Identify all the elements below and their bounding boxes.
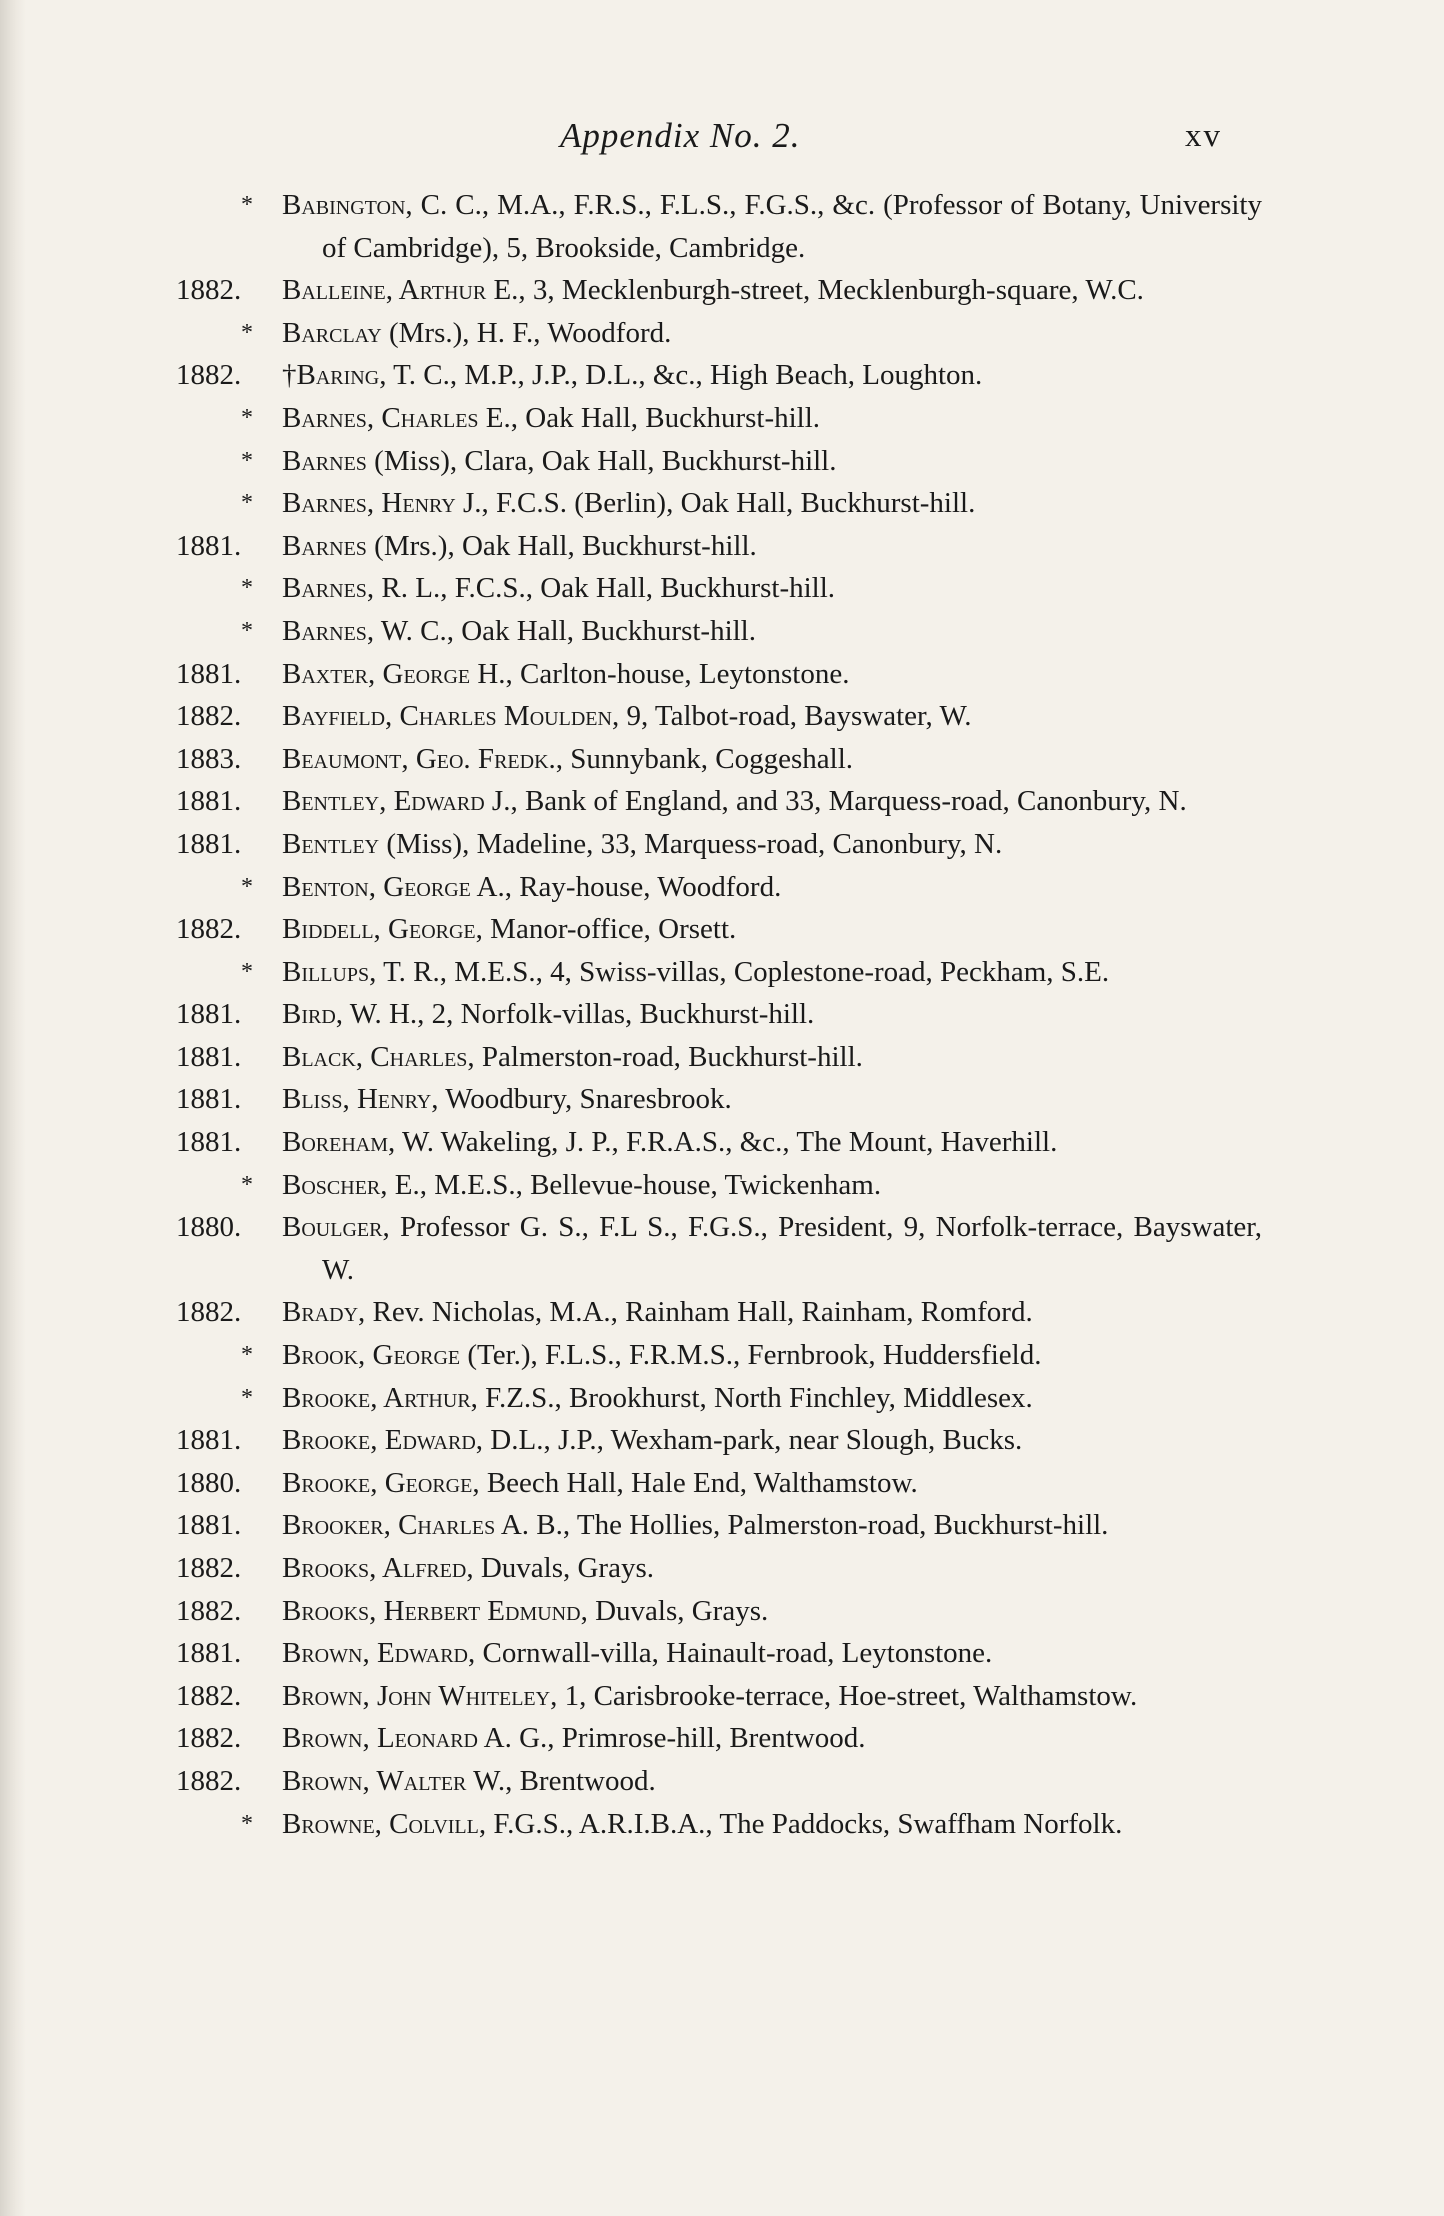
entry-name: Brown, Leonard [282, 1722, 478, 1755]
entry-details: E., 3, Mecklenburgh-street, Mecklenburgh-square, W.C. [486, 274, 1144, 307]
entry-details: , W. Wakeling, J. P., F.R.A.S., &c., The Mount, Haverhill. [388, 1126, 1058, 1159]
entry-name: Billups [282, 955, 370, 988]
entry-details: , 1, Carisbrooke-terrace, Hoe-street, Walthamstow. [550, 1679, 1138, 1712]
list-item [0, 1675, 1444, 1718]
entry-details: , Cornwall-villa, Hainault-road, Leytonstone. [468, 1637, 993, 1670]
entry-year: 1882. [176, 274, 242, 307]
list-item [0, 269, 1444, 312]
entry-text [282, 184, 1262, 269]
list-item [0, 482, 1444, 525]
entry-details: , R. L., F.C.S., Oak Hall, Buckhurst-hill. [366, 572, 836, 605]
entry-year: 1882. [176, 1764, 242, 1797]
entry-text [282, 567, 1262, 610]
entry-details: J., F.C.S. (Berlin), Oak Hall, Buckhurst-hill. [455, 487, 976, 520]
entry-text [282, 312, 1262, 355]
entry-details: , Woodbury, Snaresbrook. [431, 1083, 732, 1116]
entry-details: , T. C., M.P., J.P., D.L., &c., High Beach, Loughton. [379, 359, 983, 392]
entry-year: 1882. [176, 1296, 242, 1329]
entry-marker: * [241, 873, 253, 900]
entry-name: Barnes [282, 444, 367, 477]
entry-text [282, 993, 1262, 1036]
list-item [0, 951, 1444, 994]
entry-details: , F.Z.S., Brookhurst, North Finchley, Middlesex. [470, 1381, 1033, 1414]
entry-year: 1882. [176, 359, 242, 392]
list-item [0, 695, 1444, 738]
list-item [0, 1377, 1444, 1420]
entry-details: , C. C., M.A., F.R.S., F.L.S., F.G.S., &c. (Professor of Botany, University of Cambridge), 5, Brookside, Cambridge. [322, 189, 1262, 264]
entry-text [282, 695, 1262, 738]
list-item [0, 1291, 1444, 1334]
entry-year: 1883. [176, 742, 242, 775]
entry-marker: * [241, 958, 253, 985]
entry-marker: * [241, 447, 253, 474]
entry-text [282, 610, 1262, 653]
entry-details: , F.G.S., A.R.I.B.A., The Paddocks, Swaffham Norfolk. [478, 1807, 1123, 1840]
list-item [0, 1164, 1444, 1207]
entry-marker: * [241, 617, 253, 644]
entry-name: Bentley, Edward [282, 785, 485, 818]
entry-year: 1881. [176, 1040, 242, 1073]
entry-year: 1882. [176, 700, 242, 733]
entry-marker: * [241, 319, 253, 346]
entry-details: , Duvals, Grays. [466, 1552, 654, 1584]
entry-year: 1881. [176, 1083, 242, 1116]
entry-marker: * [241, 490, 253, 517]
entry-marker: * [241, 192, 253, 218]
list-item [0, 1462, 1444, 1505]
entry-text [282, 525, 1262, 568]
entry-text [282, 1036, 1262, 1079]
entry-year: 1881. [176, 1126, 242, 1159]
entry-name: Babington [282, 189, 406, 221]
entry-year: 1882. [176, 1552, 242, 1584]
entry-name: Brady [282, 1296, 359, 1329]
list-item [0, 866, 1444, 909]
header-title: Appendix No. 2. [560, 116, 801, 155]
entry-year: 1881. [176, 827, 242, 860]
entry-text [282, 653, 1262, 696]
list-item [0, 1760, 1444, 1803]
entry-name: Beaumont, Geo. Fredk. [282, 742, 556, 775]
entry-name: Bentley [282, 827, 380, 860]
entry-details: , Beech Hall, Hale End, Walthamstow. [472, 1466, 918, 1499]
entry-name: Brooks, Herbert Edmund [282, 1594, 581, 1627]
entry-details: , W. C., Oak Hall, Buckhurst-hill. [366, 614, 756, 647]
entry-text [282, 1504, 1262, 1547]
entry-name: Balleine, Arthur [282, 274, 487, 307]
entry-name: Benton, George [282, 870, 471, 903]
entry-text [282, 1590, 1262, 1633]
entry-text [282, 1334, 1262, 1377]
entry-year: 1882. [176, 1722, 242, 1755]
entry-text [282, 1803, 1262, 1846]
list-item [0, 1419, 1444, 1462]
list-item [0, 1547, 1444, 1590]
entry-name: Barnes [282, 529, 367, 562]
entry-text [282, 482, 1262, 525]
entry-details: (Miss), Clara, Oak Hall, Buckhurst-hill. [366, 444, 837, 477]
entry-name: Barnes, Charles [282, 401, 479, 434]
entry-text [282, 1121, 1262, 1164]
entry-name: Barnes [282, 572, 367, 605]
entry-text [282, 1547, 1262, 1590]
entry-text [282, 1760, 1262, 1803]
list-item [0, 823, 1444, 866]
entry-details: H., Carlton-house, Leytonstone. [470, 657, 850, 690]
entry-details: A. G., Primrose-hill, Brentwood. [478, 1722, 866, 1755]
entry-name: Black, Charles [282, 1040, 468, 1073]
entry-name: Brooker, Charles [282, 1509, 496, 1542]
entry-name: Boscher [282, 1168, 381, 1201]
list-item [0, 312, 1444, 355]
entry-name: Brooke, Edward [282, 1424, 476, 1457]
entry-year: 1882. [176, 1594, 242, 1627]
entry-details: , W. H., 2, Norfolk-villas, Buckhurst-hill. [335, 998, 815, 1031]
entry-year: 1882. [176, 1679, 242, 1712]
entry-marker: * [241, 1384, 253, 1411]
entry-details: (Mrs.), H. F., Woodford. [381, 316, 672, 349]
list-item [0, 908, 1444, 951]
entry-name: Brooks, Alfred [282, 1552, 467, 1584]
entry-name: Bird [282, 998, 336, 1031]
entry-text [282, 1717, 1262, 1760]
entry-year: 1881. [176, 785, 242, 818]
entry-name: Barclay [282, 316, 382, 349]
entry-details: (Miss), Madeline, 33, Marquess-road, Canonbury, N. [379, 827, 1003, 860]
entry-name: Bayfield, Charles Moulden [282, 700, 612, 733]
list-item [0, 1121, 1444, 1164]
entry-marker: * [241, 575, 253, 602]
entry-text [282, 440, 1262, 483]
list-item [0, 738, 1444, 781]
entry-name: Barnes [282, 614, 367, 647]
entry-year: 1881. [176, 998, 242, 1031]
list-item [0, 1717, 1444, 1760]
entry-year: 1881. [176, 529, 242, 562]
entry-details: , 9, Talbot-road, Bayswater, W. [611, 700, 972, 733]
list-item [0, 1590, 1444, 1633]
entry-details: A. B., The Hollies, Palmerston-road, Buckhurst-hill. [495, 1509, 1109, 1542]
entry-text [282, 951, 1262, 994]
entry-details: , Palmerston-road, Buckhurst-hill. [467, 1040, 863, 1073]
entry-details: , T. R., M.E.S., 4, Swiss-villas, Coplestone-road, Peckham, S.E. [369, 955, 1110, 988]
entry-name: Brooke, George [282, 1466, 473, 1499]
entry-text [282, 397, 1262, 440]
entry-text [282, 866, 1262, 909]
entry-details: W., Brentwood. [466, 1764, 656, 1797]
entry-name: Browne, Colvill [282, 1807, 479, 1840]
list-item [0, 780, 1444, 823]
entry-name: Boulger [282, 1211, 383, 1244]
entry-text [282, 1377, 1262, 1420]
entry-text [282, 354, 1262, 397]
list-item [0, 567, 1444, 610]
list-item [0, 1504, 1444, 1547]
entry-text [282, 1419, 1262, 1462]
entry-marker: * [241, 1171, 253, 1198]
list-item [0, 1036, 1444, 1079]
entry-details: , E., M.E.S., Bellevue-house, Twickenham. [380, 1168, 882, 1201]
list-item [0, 610, 1444, 653]
list-item [0, 993, 1444, 1036]
list-item [0, 525, 1444, 568]
entry-name: Bliss, Henry [282, 1083, 432, 1116]
list-item [0, 1803, 1444, 1846]
entry-marker: * [241, 1342, 253, 1369]
entry-year: 1880. [176, 1466, 242, 1499]
list-item [0, 653, 1444, 696]
list-item [0, 1632, 1444, 1675]
entry-text [282, 823, 1262, 866]
entry-name: Biddell, George [282, 913, 476, 946]
entry-year: 1881. [176, 1509, 242, 1542]
entry-name: Baxter, George [282, 657, 471, 690]
entry-text [282, 1462, 1262, 1505]
list-item [0, 184, 1444, 269]
entry-details: (Mrs.), Oak Hall, Buckhurst-hill. [366, 529, 757, 562]
entry-name: Brook, George [282, 1339, 461, 1372]
entry-name: Brooke, Arthur [282, 1381, 471, 1414]
list-item [0, 440, 1444, 483]
entry-year: 1881. [176, 1424, 242, 1457]
entry-year: 1882. [176, 913, 242, 946]
entry-details: (Ter.), F.L.S., F.R.M.S., Fernbrook, Huddersfield. [460, 1339, 1042, 1372]
entry-text [282, 1632, 1262, 1675]
list-item [0, 1206, 1444, 1291]
list-item [0, 397, 1444, 440]
entry-year: 1881. [176, 1637, 242, 1670]
entry-details: A., Ray-house, Woodford. [470, 870, 782, 903]
entry-details: , Sunnybank, Coggeshall. [555, 742, 854, 775]
entry-name: †Baring [282, 359, 380, 392]
entry-name: Brown, John Whiteley [282, 1679, 551, 1712]
member-list [0, 184, 1444, 1845]
entry-name: Barnes, Henry [282, 487, 456, 520]
list-item [0, 1334, 1444, 1377]
list-item [0, 1078, 1444, 1121]
entry-text [282, 1078, 1262, 1121]
entry-details: , Professor G. S., F.L S., F.G.S., President, 9, Norfolk-terrace, Bayswater, W. [322, 1211, 1262, 1286]
entry-text [282, 1291, 1262, 1334]
entry-details: , Manor-office, Orsett. [475, 913, 737, 946]
entry-marker: * [241, 1810, 253, 1837]
entry-text [282, 1675, 1262, 1718]
entry-text [282, 738, 1262, 781]
entry-text [282, 1164, 1262, 1207]
entry-marker: * [241, 404, 253, 431]
entry-name: Brown, Edward [282, 1637, 468, 1670]
entry-details: , D.L., J.P., Wexham-park, near Slough, Bucks. [475, 1424, 1023, 1457]
entry-text [282, 780, 1262, 823]
entry-details: , Duvals, Grays. [580, 1594, 769, 1627]
page-number: xv [1185, 118, 1222, 154]
entry-details: E., Oak Hall, Buckhurst-hill. [478, 401, 821, 434]
entry-text [282, 908, 1262, 951]
running-header [0, 108, 1444, 168]
entry-year: 1881. [176, 657, 242, 690]
entry-name: Brown, Walter [282, 1764, 467, 1797]
entry-year: 1880. [176, 1211, 242, 1244]
entry-details: J., Bank of England, and 33, Marquess-road, Canonbury, N. [484, 785, 1187, 818]
list-item [0, 354, 1444, 397]
entry-text [282, 269, 1262, 312]
entry-details: , Rev. Nicholas, M.A., Rainham Hall, Rainham, Romford. [358, 1296, 1033, 1329]
entry-text [282, 1206, 1262, 1291]
entry-name: Boreham [282, 1126, 389, 1159]
